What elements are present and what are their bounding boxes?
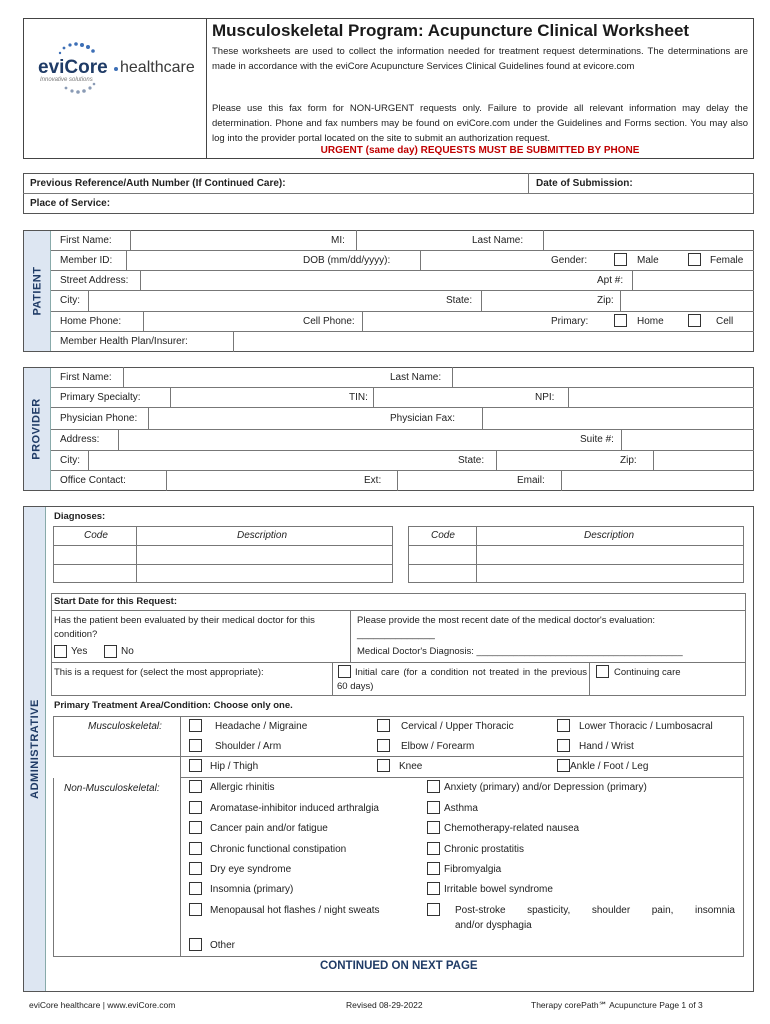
footer-left: eviCore healthcare | www.eviCore.com xyxy=(29,1000,176,1010)
field-divider xyxy=(653,450,654,470)
field-divider xyxy=(233,331,234,352)
start-date-label: Start Date for this Request: xyxy=(54,596,177,607)
field-divider xyxy=(88,450,89,470)
ext-label: Ext: xyxy=(364,475,382,486)
nonmsk-checkbox[interactable] xyxy=(189,903,202,916)
nonmsk-option-label: Allergic rhinitis xyxy=(210,782,275,793)
patient-section xyxy=(23,230,754,352)
nonmsk-checkbox[interactable] xyxy=(427,862,440,875)
header-divider xyxy=(206,18,207,159)
patient-row-line xyxy=(51,311,754,312)
field-divider xyxy=(420,250,421,270)
nonmsk-option-label: Irritable bowel syndrome xyxy=(444,884,553,895)
patient-mi-label: MI: xyxy=(331,235,345,246)
msk-option-label: Shoulder / Arm xyxy=(215,741,282,752)
field-divider xyxy=(130,230,131,250)
msk-checkbox[interactable] xyxy=(557,739,570,752)
nonmsk-checkbox[interactable] xyxy=(427,801,440,814)
apt-label: Apt #: xyxy=(597,275,624,286)
continuing-care-checkbox[interactable] xyxy=(596,665,609,678)
field-divider xyxy=(148,407,149,429)
gender-male-checkbox[interactable] xyxy=(614,253,627,266)
primary-home-checkbox[interactable] xyxy=(614,314,627,327)
nonmsk-checkbox[interactable] xyxy=(427,842,440,855)
nonmsk-option-label: Insomnia (primary) xyxy=(210,884,294,895)
provider-zip-label: Zip: xyxy=(620,455,637,466)
patient-row-line xyxy=(51,270,754,271)
continued-label: CONTINUED ON NEXT PAGE xyxy=(320,960,478,972)
nonmsk-option-label: Dry eye syndrome xyxy=(210,864,292,875)
street-address-label: Street Address: xyxy=(60,275,129,286)
patient-zip-label: Zip: xyxy=(597,295,614,306)
intro-text: These worksheets are used to collect the information needed for treatment request determinations. The determinations are made in accordance with the eviCore Acupuncture Services Clinical Guidelines found at evicore.com xyxy=(212,46,748,72)
nonmsk-option-label: Fibromyalgia xyxy=(444,864,502,875)
cell-phone-label: Cell Phone: xyxy=(303,316,355,327)
msk-option-label: Hand / Wrist xyxy=(579,741,634,752)
nonmsk-option-label: Cancer pain and/or fatigue xyxy=(210,823,328,834)
msk-option-label: Hip / Thigh xyxy=(210,761,259,772)
provider-first-name-label: First Name: xyxy=(60,372,112,383)
field-divider xyxy=(481,290,482,311)
diagnosis-table-right xyxy=(408,526,744,583)
gender-label: Gender: xyxy=(551,255,588,266)
ref-col-divider xyxy=(528,173,529,193)
provider-city-label: City: xyxy=(60,455,80,466)
field-divider xyxy=(356,230,357,250)
provider-side-text: PROVIDER xyxy=(31,398,43,460)
msk-option-label: Cervical / Upper Thoracic xyxy=(401,721,514,732)
nonmsk-option-label: Chemotherapy-related nausea xyxy=(444,823,580,834)
nonmsk-option-label: Asthma xyxy=(444,803,478,814)
provider-row-line xyxy=(51,470,754,471)
home-phone-label: Home Phone: xyxy=(60,316,122,327)
field-divider xyxy=(621,429,622,450)
nonmsk-checkbox[interactable] xyxy=(189,780,202,793)
footer-page: Therapy corePath℠ Acupuncture Page 1 of 3 xyxy=(531,1000,703,1010)
provider-side-label xyxy=(24,368,51,490)
msk-checkbox[interactable] xyxy=(189,719,202,732)
nonmsk-checkbox[interactable] xyxy=(427,903,440,916)
diagnoses-label: Diagnoses: xyxy=(54,511,106,522)
logo-brand: eviCore xyxy=(38,57,108,78)
field-divider xyxy=(143,311,144,331)
nonmsk-checkbox[interactable] xyxy=(189,882,202,895)
evicore-logo xyxy=(38,40,198,100)
member-id-label: Member ID: xyxy=(60,255,113,266)
logo-tagline: Innovative solutions xyxy=(40,77,93,83)
provider-state-label: State: xyxy=(458,455,485,466)
evaluated-no-checkbox[interactable] xyxy=(104,645,117,658)
nonmsk-checkbox[interactable] xyxy=(189,938,202,951)
diag-code-header-right: Code xyxy=(431,530,455,541)
continuing-care-label: Continuing care xyxy=(614,667,681,678)
field-divider xyxy=(373,387,374,407)
patient-state-label: State: xyxy=(446,295,473,306)
provider-row-line xyxy=(51,387,754,388)
field-divider xyxy=(561,470,562,491)
gender-female-checkbox[interactable] xyxy=(688,253,701,266)
nonmsk-checkbox[interactable] xyxy=(427,821,440,834)
primary-cell-checkbox[interactable] xyxy=(688,314,701,327)
provider-row-line xyxy=(51,407,754,408)
request-row-line xyxy=(51,610,746,611)
admin-side-label xyxy=(24,507,46,991)
request-col-line xyxy=(332,662,333,696)
nonmsk-option-label: Anxiety (primary) and/or Depression (primary) xyxy=(444,782,647,793)
provider-address-label: Address: xyxy=(60,434,100,445)
msk-option-label: Elbow / Forearm xyxy=(401,741,475,752)
field-divider xyxy=(118,429,119,450)
field-divider xyxy=(620,290,621,311)
field-divider xyxy=(397,470,398,491)
field-divider xyxy=(166,470,167,491)
diag-code-header-left: Code xyxy=(84,530,108,541)
suite-label: Suite #: xyxy=(580,434,614,445)
logo-suffix: healthcare xyxy=(120,59,195,76)
evaluated-question: Has the patient been evaluated by their medical doctor for this condition? xyxy=(54,615,315,640)
msk-option-label: Headache / Migraine xyxy=(215,721,308,732)
gender-female-label: Female xyxy=(710,255,744,266)
msk-checkbox[interactable] xyxy=(189,759,202,772)
nonmsk-checkbox[interactable] xyxy=(189,801,202,814)
evaluated-yes-checkbox[interactable] xyxy=(54,645,67,658)
diag-row-line xyxy=(408,545,744,546)
provider-row-line xyxy=(51,450,754,451)
msk-checkbox[interactable] xyxy=(377,739,390,752)
msk-label: Musculoskeletal: xyxy=(88,721,162,732)
evaluated-no-label: No xyxy=(121,646,134,657)
field-divider xyxy=(140,270,141,290)
diag-col-line xyxy=(476,526,477,583)
msk-checkbox[interactable] xyxy=(377,759,390,772)
msk-checkbox[interactable] xyxy=(377,719,390,732)
nonmsk-box xyxy=(53,778,744,957)
field-divider xyxy=(170,387,171,407)
request-row-line xyxy=(51,662,746,663)
patient-last-name-label: Last Name: xyxy=(472,235,524,246)
recent-eval-label: Please provide the most recent date of the medical doctor's evaluation: xyxy=(357,615,656,626)
nonmsk-checkbox[interactable] xyxy=(189,862,202,875)
diag-desc-header-left: Description xyxy=(237,530,288,541)
msk-checkbox[interactable] xyxy=(557,759,570,772)
nonmsk-checkbox[interactable] xyxy=(427,882,440,895)
initial-care-label: Initial care (for a condition not treated in the previous 60 days) xyxy=(337,667,587,692)
diag-row-line xyxy=(53,564,393,565)
patient-side-label xyxy=(24,231,51,351)
field-divider xyxy=(362,311,363,331)
msk-option-label: Knee xyxy=(399,761,423,772)
field-divider xyxy=(452,367,453,387)
date-submission-label: Date of Submission: xyxy=(536,178,633,189)
diag-row-line xyxy=(53,545,393,546)
nonmsk-option-label: and/or dysphagia xyxy=(455,920,532,931)
provider-last-name-label: Last Name: xyxy=(390,372,442,383)
dob-label: DOB (mm/dd/yyyy): xyxy=(303,255,391,266)
msk-checkbox[interactable] xyxy=(557,719,570,732)
patient-city-label: City: xyxy=(60,295,80,306)
nonmsk-checkbox[interactable] xyxy=(189,842,202,855)
office-contact-label: Office Contact: xyxy=(60,475,126,486)
prev-ref-label: Previous Reference/Auth Number (If Continued Care): xyxy=(30,178,286,189)
md-diagnosis-label: Medical Doctor's Diagnosis: _______________________________________ xyxy=(357,646,683,657)
primary-phone-label: Primary: xyxy=(551,316,589,327)
physician-phone-label: Physician Phone: xyxy=(60,413,138,424)
email-label: Email: xyxy=(517,475,545,486)
diag-col-line xyxy=(136,526,137,583)
msk-checkbox[interactable] xyxy=(189,739,202,752)
nonmsk-col-line xyxy=(180,778,181,957)
fax-note: Please use this fax form for NON-URGENT requests only. Failure to provide all relevant information may delay the determination. Phone and fax numbers may be found on eviCore.com under the Guidelines and Forms section. You may also log into the provider portal located on the site to submit an authorization request. xyxy=(212,103,748,144)
nonmsk-option-label: Other xyxy=(210,940,236,951)
nonmsk-option-label: Chronic prostatitis xyxy=(444,844,525,855)
field-divider xyxy=(123,367,124,387)
request-col-line xyxy=(350,610,351,662)
nonmsk-option-label: Post-stroke spasticity, shoulder pain, insomnia xyxy=(455,905,735,916)
field-divider xyxy=(543,230,544,250)
msk-row3-box xyxy=(180,757,744,778)
nonmsk-option-label: Chronic functional constipation xyxy=(210,844,347,855)
provider-row-line xyxy=(51,429,754,430)
nonmsk-checkbox[interactable] xyxy=(427,780,440,793)
physician-fax-label: Physician Fax: xyxy=(390,413,456,424)
patient-first-name-label: First Name: xyxy=(60,235,112,246)
tin-label: TIN: xyxy=(349,392,368,403)
page-title: Musculoskeletal Program: Acupuncture Clinical Worksheet xyxy=(212,21,690,40)
urgent-notice: URGENT (same day) REQUESTS MUST BE SUBMITTED BY PHONE xyxy=(320,145,640,156)
patient-row-line xyxy=(51,250,754,251)
field-divider xyxy=(496,450,497,470)
primary-area-label: Primary Treatment Area/Condition: Choose only one. xyxy=(54,700,293,711)
nonmsk-option-label: Menopausal hot flashes / night sweats xyxy=(210,905,380,916)
primary-specialty-label: Primary Specialty: xyxy=(60,392,141,403)
request-col-line xyxy=(589,662,590,696)
patient-side-text: PATIENT xyxy=(31,266,43,316)
primary-cell-label: Cell xyxy=(716,316,734,327)
diag-desc-header-right: Description xyxy=(584,530,635,541)
msk-option-label: Lower Thoracic / Lumbosacral xyxy=(579,721,713,732)
patient-row-line xyxy=(51,290,754,291)
evaluated-yes-label: Yes xyxy=(71,646,88,657)
reference-divider xyxy=(23,193,754,194)
gender-male-label: Male xyxy=(637,255,659,266)
msk-option-label: Ankle / Foot / Leg xyxy=(570,761,649,772)
nonmsk-checkbox[interactable] xyxy=(189,821,202,834)
patient-row-line xyxy=(51,331,754,332)
field-divider xyxy=(126,250,127,270)
field-divider xyxy=(632,270,633,290)
field-divider xyxy=(88,290,89,311)
nonmsk-option-label: Aromatase-inhibitor induced arthralgia xyxy=(210,803,379,814)
place-service-label: Place of Service: xyxy=(30,198,111,209)
field-divider xyxy=(482,407,483,429)
npi-label: NPI: xyxy=(535,392,555,403)
admin-side-text: ADMINISTRATIVE xyxy=(28,699,41,799)
primary-home-label: Home xyxy=(637,316,664,327)
health-plan-label: Member Health Plan/Insurer: xyxy=(60,336,188,347)
recent-eval-line: ______________ xyxy=(357,629,435,640)
footer-revised: Revised 08-29-2022 xyxy=(346,1000,423,1010)
nonmsk-label: Non-Musculoskeletal: xyxy=(64,783,160,794)
request-for-label: This is a request for (select the most appropriate): xyxy=(54,667,264,678)
diag-row-line xyxy=(408,564,744,565)
field-divider xyxy=(568,387,569,407)
